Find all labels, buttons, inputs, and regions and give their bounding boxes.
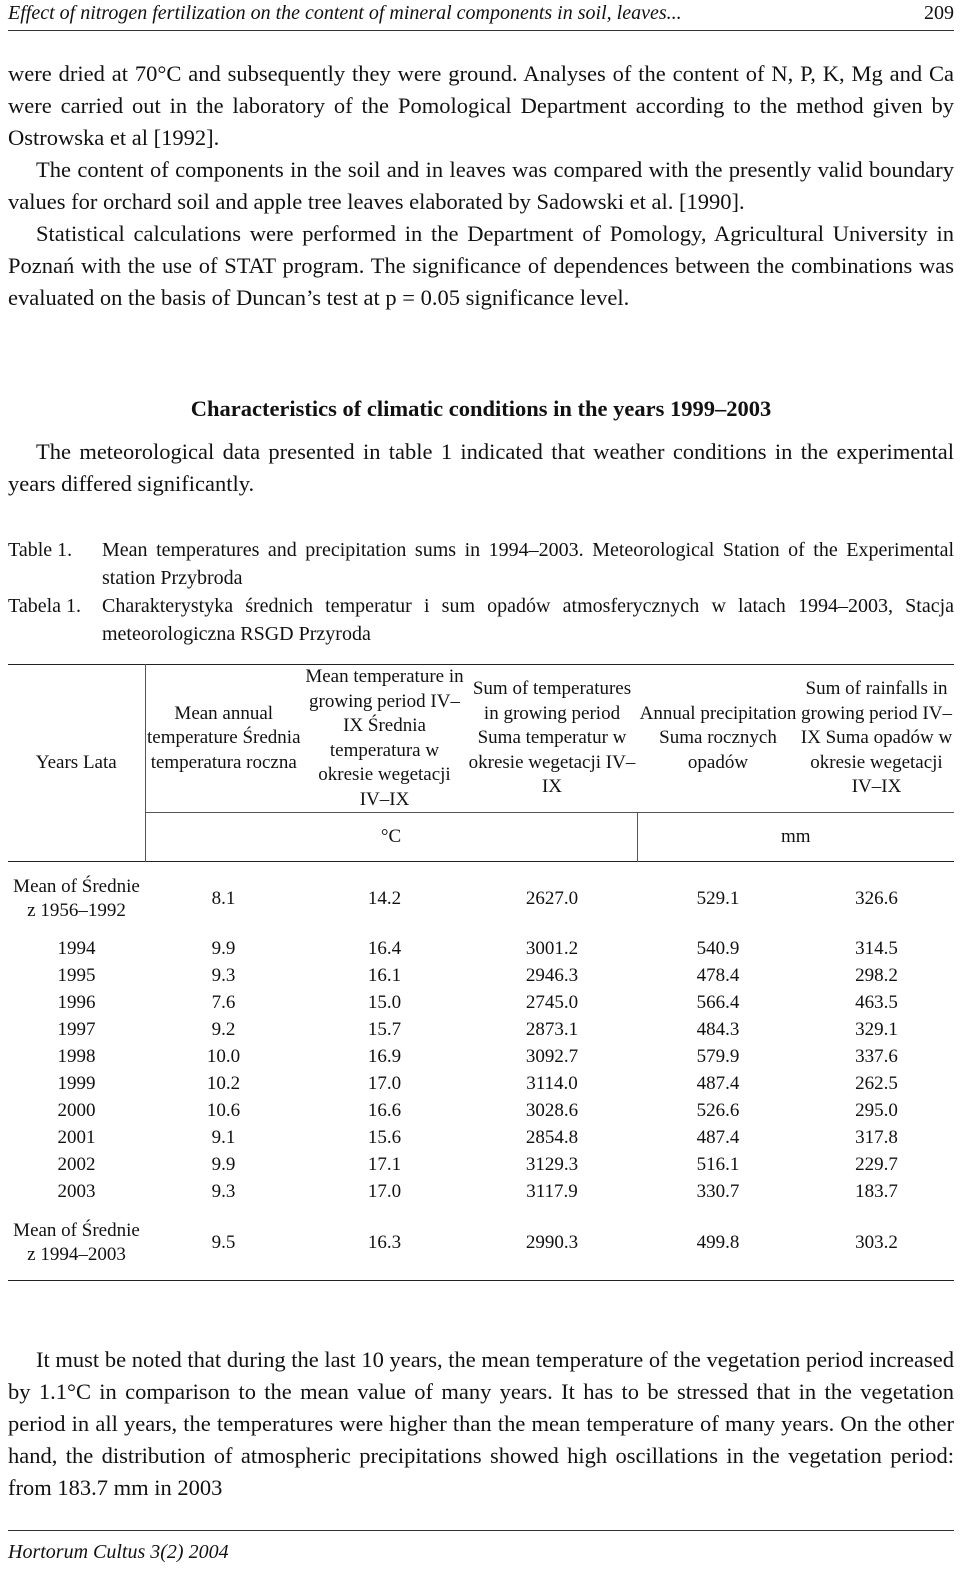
footer — [8, 1530, 954, 1563]
table-row — [8, 1152, 954, 1179]
table-row — [8, 1017, 954, 1044]
running-header — [8, 0, 954, 31]
cell: 10.6 — [206, 1100, 241, 1122]
cell: 3129.3 — [525, 1154, 579, 1176]
cell: 337.6 — [855, 1046, 898, 1068]
cell: 314.5 — [855, 938, 898, 960]
cell: 487.4 — [696, 1127, 740, 1149]
table-row — [8, 1098, 954, 1125]
cell: 330.7 — [696, 1181, 740, 1203]
cell: 566.4 — [696, 992, 740, 1014]
row-year: 2001 — [57, 1127, 96, 1149]
cell: 15.0 — [367, 992, 402, 1014]
header-sum-temperatures: Sum of temperatures in growing period Suma temperatur w okresie wegetacji IV–IX — [468, 678, 636, 798]
cell: 540.9 — [696, 938, 740, 960]
cell: 9.2 — [211, 1019, 236, 1041]
cell: 262.5 — [855, 1073, 898, 1095]
cell: 10.2 — [206, 1073, 241, 1095]
body-text-top — [8, 58, 954, 314]
cell: 329.1 — [855, 1019, 898, 1041]
row-year: 1996 — [57, 992, 96, 1014]
unit-celsius: °C — [145, 813, 637, 862]
header-mean-growing: Mean temperature in growing period IV–IX Średnia temperatura w okresie wegetacji IV–IX — [305, 666, 464, 810]
header-annual-precipitation: Annual precipitation Suma rocznych opadów — [639, 702, 797, 773]
row-year: 1998 — [57, 1046, 96, 1068]
row-year: 1994 — [57, 938, 96, 960]
section-heading: Characteristics of climatic conditions in the years 1999–2003 — [190, 396, 772, 421]
paragraph: were dried at 70°C and subsequently they were ground. Analyses of the content of N, P, K, Mg and Ca were carried out in the laboratory of the Pomological Department according to the method given by Ostrowska et al [1992]. — [8, 61, 954, 150]
cell: 295.0 — [855, 1100, 898, 1122]
cell: 9.5 — [211, 1231, 236, 1253]
cell: 2990.3 — [525, 1231, 579, 1253]
table-row — [8, 1179, 954, 1206]
cell: 7.6 — [211, 992, 236, 1014]
cell: 15.7 — [367, 1019, 402, 1041]
cell: 2854.8 — [525, 1127, 579, 1149]
cell: 9.3 — [211, 965, 236, 987]
table-row — [8, 963, 954, 990]
cell: 16.9 — [367, 1046, 402, 1068]
caption-label-en: Table 1. — [8, 539, 73, 561]
cell: 3114.0 — [526, 1073, 578, 1095]
cell: 10.0 — [206, 1046, 241, 1068]
caption-label-pl: Tabela 1. — [8, 595, 82, 617]
paragraph: Statistical calculations were performed in the Department of Pomology, Agricultural University in Poznań with the use of STAT program. The significance of dependences between the combinations was evaluated on the basis of Duncan’s test at p = 0.05 significance level. — [8, 221, 954, 310]
cell: 17.0 — [367, 1073, 402, 1095]
row-year: 2000 — [57, 1100, 96, 1122]
cell: 14.2 — [367, 887, 402, 909]
cell: 2745.0 — [525, 992, 579, 1014]
page-number: 209 — [924, 2, 954, 24]
row-year: 2002 — [57, 1154, 96, 1176]
paragraph: The content of components in the soil and in leaves was compared with the presently valid boundary values for orchard soil and apple tree leaves elaborated by Sadowski et al. [1990]. — [8, 157, 954, 214]
cell: 3092.7 — [525, 1046, 579, 1068]
caption-text-en: Mean temperatures and precipitation sums in 1994–2003. Meteorological Station of the Experimental station Przybroda — [102, 539, 954, 589]
cell: 229.7 — [855, 1154, 898, 1176]
cell: 2873.1 — [525, 1019, 579, 1041]
table-row — [8, 862, 954, 937]
cell: 463.5 — [855, 992, 898, 1014]
cell: 529.1 — [696, 887, 740, 909]
cell: 17.1 — [367, 1154, 402, 1176]
cell: 317.8 — [855, 1127, 898, 1149]
cell: 484.3 — [696, 1019, 740, 1041]
row-label: Mean of Średnie z 1956–1992 — [13, 876, 140, 921]
cell: 2627.0 — [525, 887, 579, 909]
unit-mm: mm — [637, 813, 954, 862]
table-row — [8, 1044, 954, 1071]
cell: 16.4 — [367, 938, 402, 960]
cell: 3117.9 — [526, 1181, 578, 1203]
table-row — [8, 936, 954, 963]
paragraph: The meteorological data presented in table 1 indicated that weather conditions in the experimental years differed significantly. — [8, 439, 954, 496]
cell: 579.9 — [696, 1046, 740, 1068]
cell: 9.9 — [211, 1154, 236, 1176]
row-year: 1995 — [57, 965, 96, 987]
header-sum-rainfall: Sum of rainfalls in growing period IV–IX Suma opadów w okresie wegetacji IV–IX — [800, 678, 953, 798]
data-table — [8, 664, 954, 1281]
cell: 516.1 — [696, 1154, 740, 1176]
paragraph: It must be noted that during the last 10 years, the mean temperature of the vegetation period increased by 1.1°C in comparison to the mean value of many years. It has to be stressed that in the vegetation period in all years, the temperatures were higher than the mean temperature of many years. On the other hand, the distribution of atmospheric precipitations showed high oscillations in the vegetation period: from 183.7 mm in 2003 — [8, 1347, 954, 1500]
cell: 3001.2 — [525, 938, 579, 960]
row-label: Mean of Średnie z 1994–2003 — [13, 1220, 140, 1265]
cell: 526.6 — [696, 1100, 740, 1122]
cell: 499.8 — [696, 1231, 740, 1253]
table-row — [8, 1125, 954, 1152]
cell: 326.6 — [855, 887, 898, 909]
cell: 9.1 — [211, 1127, 236, 1149]
cell: 298.2 — [855, 965, 898, 987]
cell: 183.7 — [855, 1181, 898, 1203]
body-text-bottom — [8, 1344, 954, 1504]
caption-text-pl: Charakterystyka średnich temperatur i sum opadów atmosferycznych w latach 1994–2003, Stacja meteorologiczna RSGD Przyroda — [102, 595, 954, 645]
running-title: Effect of nitrogen fertilization on the content of mineral components in soil, leaves... — [8, 2, 682, 24]
cell: 3028.6 — [525, 1100, 579, 1122]
cell: 16.1 — [367, 965, 402, 987]
cell: 17.0 — [367, 1181, 402, 1203]
header-mean-annual: Mean annual temperature Średnia temperatura roczna — [146, 702, 301, 773]
row-year: 1999 — [57, 1073, 96, 1095]
row-year: 2003 — [57, 1181, 96, 1203]
header-years: Years Lata — [8, 665, 145, 862]
cell: 487.4 — [696, 1073, 740, 1095]
cell: 9.3 — [211, 1181, 236, 1203]
table-row — [8, 1206, 954, 1281]
cell: 9.9 — [211, 938, 236, 960]
row-year: 1997 — [57, 1019, 96, 1041]
table-row — [8, 1071, 954, 1098]
body-text-intro — [8, 436, 954, 500]
cell: 16.3 — [367, 1231, 402, 1253]
table-row — [8, 990, 954, 1017]
cell: 2946.3 — [525, 965, 579, 987]
cell: 8.1 — [211, 887, 236, 909]
table-caption — [8, 536, 954, 648]
cell: 16.6 — [367, 1100, 402, 1122]
cell: 478.4 — [696, 965, 740, 987]
cell: 15.6 — [367, 1127, 402, 1149]
cell: 303.2 — [855, 1231, 898, 1253]
journal-name: Hortorum Cultus 3(2) 2004 — [8, 1541, 229, 1563]
